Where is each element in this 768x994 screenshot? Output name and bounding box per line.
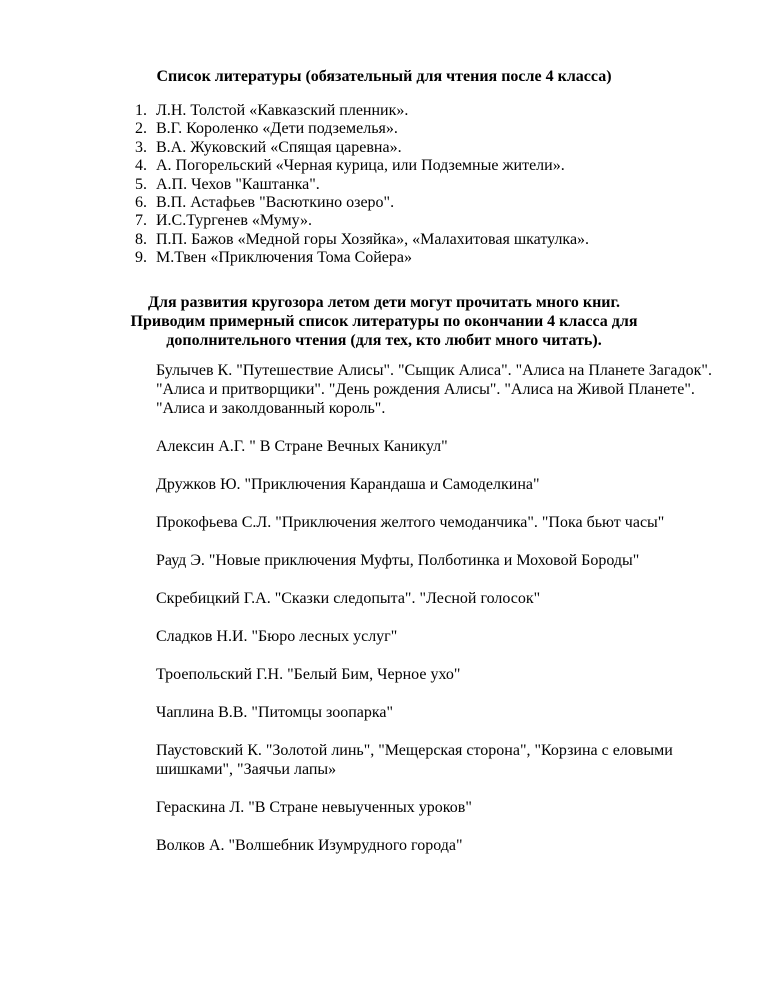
page-title: Список литературы (обязательный для чтения после 4 класса) xyxy=(156,68,612,85)
section-subtitle xyxy=(0,293,768,350)
item-number: 5. xyxy=(135,175,147,193)
list-item xyxy=(116,176,589,194)
book-entry: Скребицкий Г.А. "Сказки следопыта". "Лесной голосок" xyxy=(156,590,541,607)
list-item xyxy=(116,231,589,249)
item-text: И.С.Тургенев «Муму». xyxy=(156,212,313,230)
item-number: 2. xyxy=(135,120,147,138)
list-item xyxy=(116,139,589,157)
item-text: В.П. Астафьев "Васюткино озеро". xyxy=(156,194,395,212)
subtitle-line: Для развития кругозора летом дети могут прочитать много книг. xyxy=(148,294,620,311)
book-entry: Паустовский К. "Золотой линь", "Мещерская сторона", "Корзина с еловыми шишками", "Заячьи лапы» xyxy=(156,742,673,778)
list-item xyxy=(116,212,589,230)
list-item xyxy=(116,120,589,138)
book-entry: Прокофьева С.Л. "Приключения желтого чемоданчика". "Пока бьют часы" xyxy=(156,514,665,531)
additional-reading-list xyxy=(156,361,716,874)
item-text: Л.Н. Толстой «Кавказский пленник». xyxy=(156,102,409,119)
book-entry: Гераскина Л. "В Стране невыученных уроков" xyxy=(156,799,472,816)
item-number: 4. xyxy=(135,157,147,175)
book-entry: Волков А. "Волшебник Изумрудного города" xyxy=(156,837,463,854)
item-text: А.П. Чехов "Каштанка". xyxy=(156,175,320,193)
item-number: 8. xyxy=(135,230,147,248)
list-item xyxy=(116,249,589,267)
book-entry: Булычев К. "Путешествие Алисы". "Сыщик Алиса". "Алиса на Планете Загадок". "Алиса и притворщики". "День рождения Алисы". "Алиса на Живой Планете". "Алиса и заколдованный король". xyxy=(156,362,712,417)
item-text: А. Погорельский «Черная курица, или Подземные жители». xyxy=(156,157,565,175)
item-text: М.Твен «Приключения Тома Сойера» xyxy=(156,249,412,267)
required-reading-list xyxy=(116,102,589,268)
book-entry: Рауд Э. "Новые приключения Муфты, Полботинка и Моховой Бороды" xyxy=(156,552,640,569)
subtitle-line: дополнительного чтения (для тех, кто любит много читать). xyxy=(166,332,602,349)
book-entry: Сладков Н.И. "Бюро лесных услуг" xyxy=(156,628,398,645)
list-item xyxy=(116,157,589,175)
item-number: 3. xyxy=(135,138,147,156)
list-item xyxy=(116,102,589,120)
book-entry: Чаплина В.В. "Питомцы зоопарка" xyxy=(156,704,394,721)
item-number: 1. xyxy=(135,102,147,119)
book-entry: Алексин А.Г. " В Стране Вечных Каникул" xyxy=(156,438,448,455)
book-entry: Троепольский Г.Н. "Белый Бим, Черное ухо" xyxy=(156,666,461,683)
list-item xyxy=(116,194,589,212)
item-number: 9. xyxy=(135,249,147,267)
subtitle-line: Приводим примерный список литературы по окончании 4 класса для xyxy=(130,313,638,330)
item-text: П.П. Бажов «Медной горы Хозяйка», «Малахитовая шкатулка». xyxy=(156,230,590,248)
item-number: 6. xyxy=(135,194,147,212)
item-text: В.А. Жуковский «Спящая царевна». xyxy=(156,138,402,156)
book-entry: Дружков Ю. "Приключения Карандаша и Самоделкина" xyxy=(156,476,540,493)
item-text: В.Г. Короленко «Дети подземелья». xyxy=(156,120,398,138)
item-number: 7. xyxy=(135,212,147,230)
